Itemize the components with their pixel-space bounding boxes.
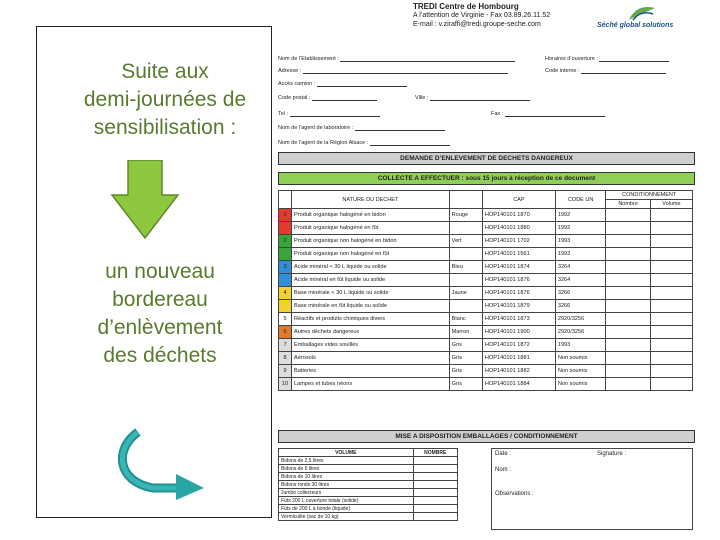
- cell-bin: Gris: [449, 378, 482, 391]
- table-row: [279, 248, 693, 261]
- cell-volume[interactable]: [650, 287, 692, 300]
- cell-cap: HOP140101 1900: [482, 326, 555, 339]
- cell-nature: Produit organique halogéné en bidon: [292, 209, 450, 222]
- col-conditionnement: CONDITIONNEMENT: [606, 191, 693, 200]
- cell-bin: Rouge: [449, 209, 482, 222]
- table-row: [279, 313, 693, 326]
- cell-volume[interactable]: [650, 326, 692, 339]
- packaging-section: [278, 440, 693, 530]
- cell-cap: HOP140101 1561: [482, 248, 555, 261]
- cell-bin: Blanc: [449, 313, 482, 326]
- seche-logo: [593, 4, 689, 34]
- field-label: Horaires d’ouverture :: [545, 56, 598, 62]
- cell-nombre[interactable]: [413, 497, 457, 505]
- cell-un: 3264: [555, 274, 606, 287]
- cell-un: 3266: [555, 300, 606, 313]
- cell-cap: HOP140101 1879: [482, 300, 555, 313]
- packaging-row: [279, 457, 458, 465]
- cell-volume: Bidons ronds 30 litres: [279, 481, 414, 489]
- cell-bin: [449, 222, 482, 235]
- cell-num: 3: [279, 261, 292, 274]
- field-horaires[interactable]: [545, 55, 669, 62]
- col-nature: NATURE DU DECHET: [292, 191, 450, 209]
- field-label: Tel :: [278, 111, 289, 117]
- field-fax[interactable]: [491, 110, 605, 117]
- table-row: [279, 365, 693, 378]
- cell-un: 1992: [555, 209, 606, 222]
- cell-nature: Emballages vides souillés: [292, 339, 450, 352]
- cell-num: [279, 274, 292, 287]
- cell-volume: Fûts de 200 L à bonde (liquide): [279, 505, 414, 513]
- cell-nature: Aérosols: [292, 352, 450, 365]
- table-row: [279, 339, 693, 352]
- signature-label[interactable]: Signature :: [597, 451, 627, 457]
- cell-volume: Jumbo collecteurs: [279, 489, 414, 497]
- packaging-row: [279, 481, 458, 489]
- cell-un: 3264: [555, 261, 606, 274]
- cell-volume: Bidons de 5 litres: [279, 465, 414, 473]
- table-row: [279, 378, 693, 391]
- cell-nature: Batteries: [292, 365, 450, 378]
- leaf-logo-icon: [627, 4, 657, 22]
- cell-nature: Lampes et tubes néons: [292, 378, 450, 391]
- cell-num: 2: [279, 235, 292, 248]
- cell-volume: Fûts 200 L ouverture totale (solide): [279, 497, 414, 505]
- packaging-row: [279, 497, 458, 505]
- cell-nombre[interactable]: [413, 465, 457, 473]
- curved-arrow-icon: [118, 420, 208, 500]
- cell-volume: Bidons de 10 litres: [279, 473, 414, 481]
- packaging-row: [279, 473, 458, 481]
- cell-nature: Produit organique non halogéné en bidon: [292, 235, 450, 248]
- packaging-row: [279, 465, 458, 473]
- cell-nombre[interactable]: [606, 378, 650, 391]
- field-ville[interactable]: [415, 94, 530, 101]
- cell-nombre[interactable]: [413, 505, 457, 513]
- table-row: [279, 235, 693, 248]
- packaging-row: [279, 505, 458, 513]
- cell-volume[interactable]: [650, 300, 692, 313]
- cell-cap: HOP140101 1881: [482, 352, 555, 365]
- cell-volume: Bidons de 2,5 litres: [279, 457, 414, 465]
- packaging-row: [279, 513, 458, 521]
- col-volume: Volume: [650, 200, 692, 209]
- cell-un: Non soumis: [555, 365, 606, 378]
- packaging-table: [278, 448, 458, 521]
- cell-un: 1993: [555, 248, 606, 261]
- slide-body-line: bordereau: [112, 288, 208, 311]
- field-label: Nom de l’Etablissement :: [278, 56, 339, 62]
- cell-bin: Bleu: [449, 261, 482, 274]
- cell-bin: Vert: [449, 235, 482, 248]
- cell-nombre[interactable]: [606, 352, 650, 365]
- slide-title-line: sensibilisation :: [93, 116, 237, 139]
- cell-nombre[interactable]: [606, 222, 650, 235]
- cell-bin: [449, 300, 482, 313]
- cell-nombre[interactable]: [606, 326, 650, 339]
- cell-nombre[interactable]: [606, 261, 650, 274]
- slide-body-line: d’enlèvement: [97, 316, 223, 339]
- cell-volume[interactable]: [650, 365, 692, 378]
- cell-bin: Marron: [449, 326, 482, 339]
- cell-un: Non soumis: [555, 352, 606, 365]
- slide-title-line: Suite aux: [121, 60, 209, 83]
- cell-volume[interactable]: [650, 209, 692, 222]
- down-arrow-icon: [110, 160, 180, 240]
- col-nombre: Nombre: [606, 200, 650, 209]
- field-code-interne[interactable]: [545, 67, 666, 74]
- cell-num: 7: [279, 339, 292, 352]
- cell-nombre[interactable]: [606, 274, 650, 287]
- cell-num: [279, 248, 292, 261]
- cell-un: 2920/3256: [555, 326, 606, 339]
- cell-cap: HOP140101 1873: [482, 313, 555, 326]
- cell-nombre[interactable]: [413, 481, 457, 489]
- date-label[interactable]: Date :: [495, 451, 512, 457]
- cell-nature: Produit organique halogéné en fût: [292, 222, 450, 235]
- cell-nombre[interactable]: [606, 248, 650, 261]
- table-row: [279, 326, 693, 339]
- cell-nombre[interactable]: [606, 313, 650, 326]
- cell-num: 9: [279, 365, 292, 378]
- slide-body-line: des déchets: [103, 344, 217, 367]
- cell-bin: [449, 274, 482, 287]
- col-nombre-pack: NOMBRE: [413, 449, 457, 457]
- cell-num: 1: [279, 209, 292, 222]
- cell-volume[interactable]: [650, 248, 692, 261]
- logo-text: Séché global solutions: [597, 22, 674, 29]
- cell-bin: Gris: [449, 339, 482, 352]
- cell-num: 8: [279, 352, 292, 365]
- table-row: [279, 261, 693, 274]
- cell-cap: HOP140101 1870: [482, 209, 555, 222]
- signature-box: [491, 448, 693, 530]
- table-row: [279, 352, 693, 365]
- field-tel[interactable]: [278, 110, 380, 117]
- cell-un: 1992: [555, 222, 606, 235]
- cell-cap: HOP140101 1880: [482, 222, 555, 235]
- table-row: [279, 274, 693, 287]
- field-etablissement[interactable]: [278, 55, 515, 62]
- cell-num: 4: [279, 287, 292, 300]
- col-cap: CAP: [482, 191, 555, 209]
- field-agent-labo[interactable]: [278, 124, 445, 131]
- cell-un: 1993: [555, 339, 606, 352]
- form-header-title: TREDI Centre de Hombourg: [413, 2, 519, 11]
- cell-volume: Vermiculite (sac de 10 kg): [279, 513, 414, 521]
- field-acces[interactable]: [278, 80, 407, 87]
- cell-nombre[interactable]: [606, 235, 650, 248]
- cell-cap: HOP140101 1872: [482, 339, 555, 352]
- field-label: Code postal :: [278, 95, 311, 101]
- cell-nombre[interactable]: [606, 300, 650, 313]
- slide-body: [40, 258, 280, 370]
- cell-nombre[interactable]: [413, 473, 457, 481]
- cell-bin: [449, 248, 482, 261]
- cell-nombre[interactable]: [606, 339, 650, 352]
- field-label: Fax :: [491, 111, 504, 117]
- slide-body-line: un nouveau: [105, 260, 215, 283]
- cell-un: 2920/3256: [555, 313, 606, 326]
- cell-cap: HOP140101 1876: [482, 287, 555, 300]
- cell-num: 5: [279, 313, 292, 326]
- field-agent-region[interactable]: [278, 139, 450, 146]
- cell-volume[interactable]: [650, 274, 692, 287]
- cell-cap: HOP140101 1884: [482, 378, 555, 391]
- table-row: [279, 300, 693, 313]
- cell-un: 1993: [555, 235, 606, 248]
- cell-nombre[interactable]: [606, 365, 650, 378]
- observations-label[interactable]: Observations :: [495, 491, 534, 497]
- col-code-un: CODE UN: [555, 191, 606, 209]
- col-volume-pack: VOLUME: [279, 449, 414, 457]
- waste-table: [278, 190, 693, 391]
- band-demande: DEMANDE D’ENLEVEMENT DE DECHETS DANGEREUX: [278, 152, 695, 165]
- slide-title: [40, 58, 290, 142]
- cell-nature: Base minérale < 30 L liquide ou solide: [292, 287, 450, 300]
- cell-nature: Produit organique non halogéné en fût: [292, 248, 450, 261]
- cell-un: 3266: [555, 287, 606, 300]
- table-row: [279, 209, 693, 222]
- field-label: Code interne :: [545, 68, 580, 74]
- cell-bin: Gris: [449, 365, 482, 378]
- table-row: [279, 222, 693, 235]
- cell-volume[interactable]: [650, 313, 692, 326]
- cell-volume[interactable]: [650, 352, 692, 365]
- cell-cap: HOP140101 1874: [482, 261, 555, 274]
- cell-num: 10: [279, 378, 292, 391]
- cell-volume[interactable]: [650, 261, 692, 274]
- form-header-email: E-mail : v.ziraffi@tredi.groupe-seche.com: [413, 21, 541, 28]
- cell-bin: Gris: [449, 352, 482, 365]
- field-code-postal[interactable]: [278, 94, 377, 101]
- field-adresse[interactable]: [278, 67, 508, 74]
- cell-nombre[interactable]: [606, 287, 650, 300]
- cell-nombre[interactable]: [413, 513, 457, 521]
- cell-num: 6: [279, 326, 292, 339]
- cell-cap: HOP140101 1876: [482, 274, 555, 287]
- nom-label[interactable]: Nom :: [495, 467, 512, 473]
- form-header-attention: A l’attention de Virginie - Fax 03.89.26.11.52: [413, 12, 551, 19]
- cell-un: Non soumis: [555, 378, 606, 391]
- field-label: Ville :: [415, 95, 429, 101]
- band-collecte: COLLECTE A EFFECTUER : sous 15 jours à réception de ce document: [278, 172, 695, 185]
- cell-cap: HOP140101 1702: [482, 235, 555, 248]
- cell-nature: Acide minéral < 30 L liquide ou solide: [292, 261, 450, 274]
- cell-volume[interactable]: [650, 222, 692, 235]
- cell-cap: HOP140101 1882: [482, 365, 555, 378]
- cell-num: [279, 222, 292, 235]
- cell-volume[interactable]: [650, 339, 692, 352]
- cell-num: [279, 300, 292, 313]
- field-label: Adresse :: [278, 68, 302, 74]
- band-mise-a-disposition: MISE A DISPOSITION EMBALLAGES / CONDITIONNEMENT: [278, 430, 695, 443]
- slide-title-line: demi-journées de: [83, 88, 247, 111]
- cell-bin: Jaune: [449, 287, 482, 300]
- table-row: [279, 287, 693, 300]
- form-header: [413, 2, 550, 29]
- cell-nature: Base minérale en fût liquide ou solide: [292, 300, 450, 313]
- cell-nombre[interactable]: [413, 489, 457, 497]
- cell-nature: Acide minéral en fût liquide ou solide: [292, 274, 450, 287]
- cell-nature: Réactifs et produits chimiques divers: [292, 313, 450, 326]
- cell-volume[interactable]: [650, 378, 692, 391]
- field-label: Nom de l’agent de laboratoire :: [278, 125, 354, 131]
- cell-volume[interactable]: [650, 235, 692, 248]
- cell-nombre[interactable]: [606, 209, 650, 222]
- packaging-row: [279, 489, 458, 497]
- cell-nombre[interactable]: [413, 457, 457, 465]
- field-label: Nom de l’agent de la Région Alsace :: [278, 140, 369, 146]
- field-label: Accès camion :: [278, 81, 316, 87]
- cell-nature: Autres déchets dangereux: [292, 326, 450, 339]
- waste-removal-form: [273, 0, 693, 540]
